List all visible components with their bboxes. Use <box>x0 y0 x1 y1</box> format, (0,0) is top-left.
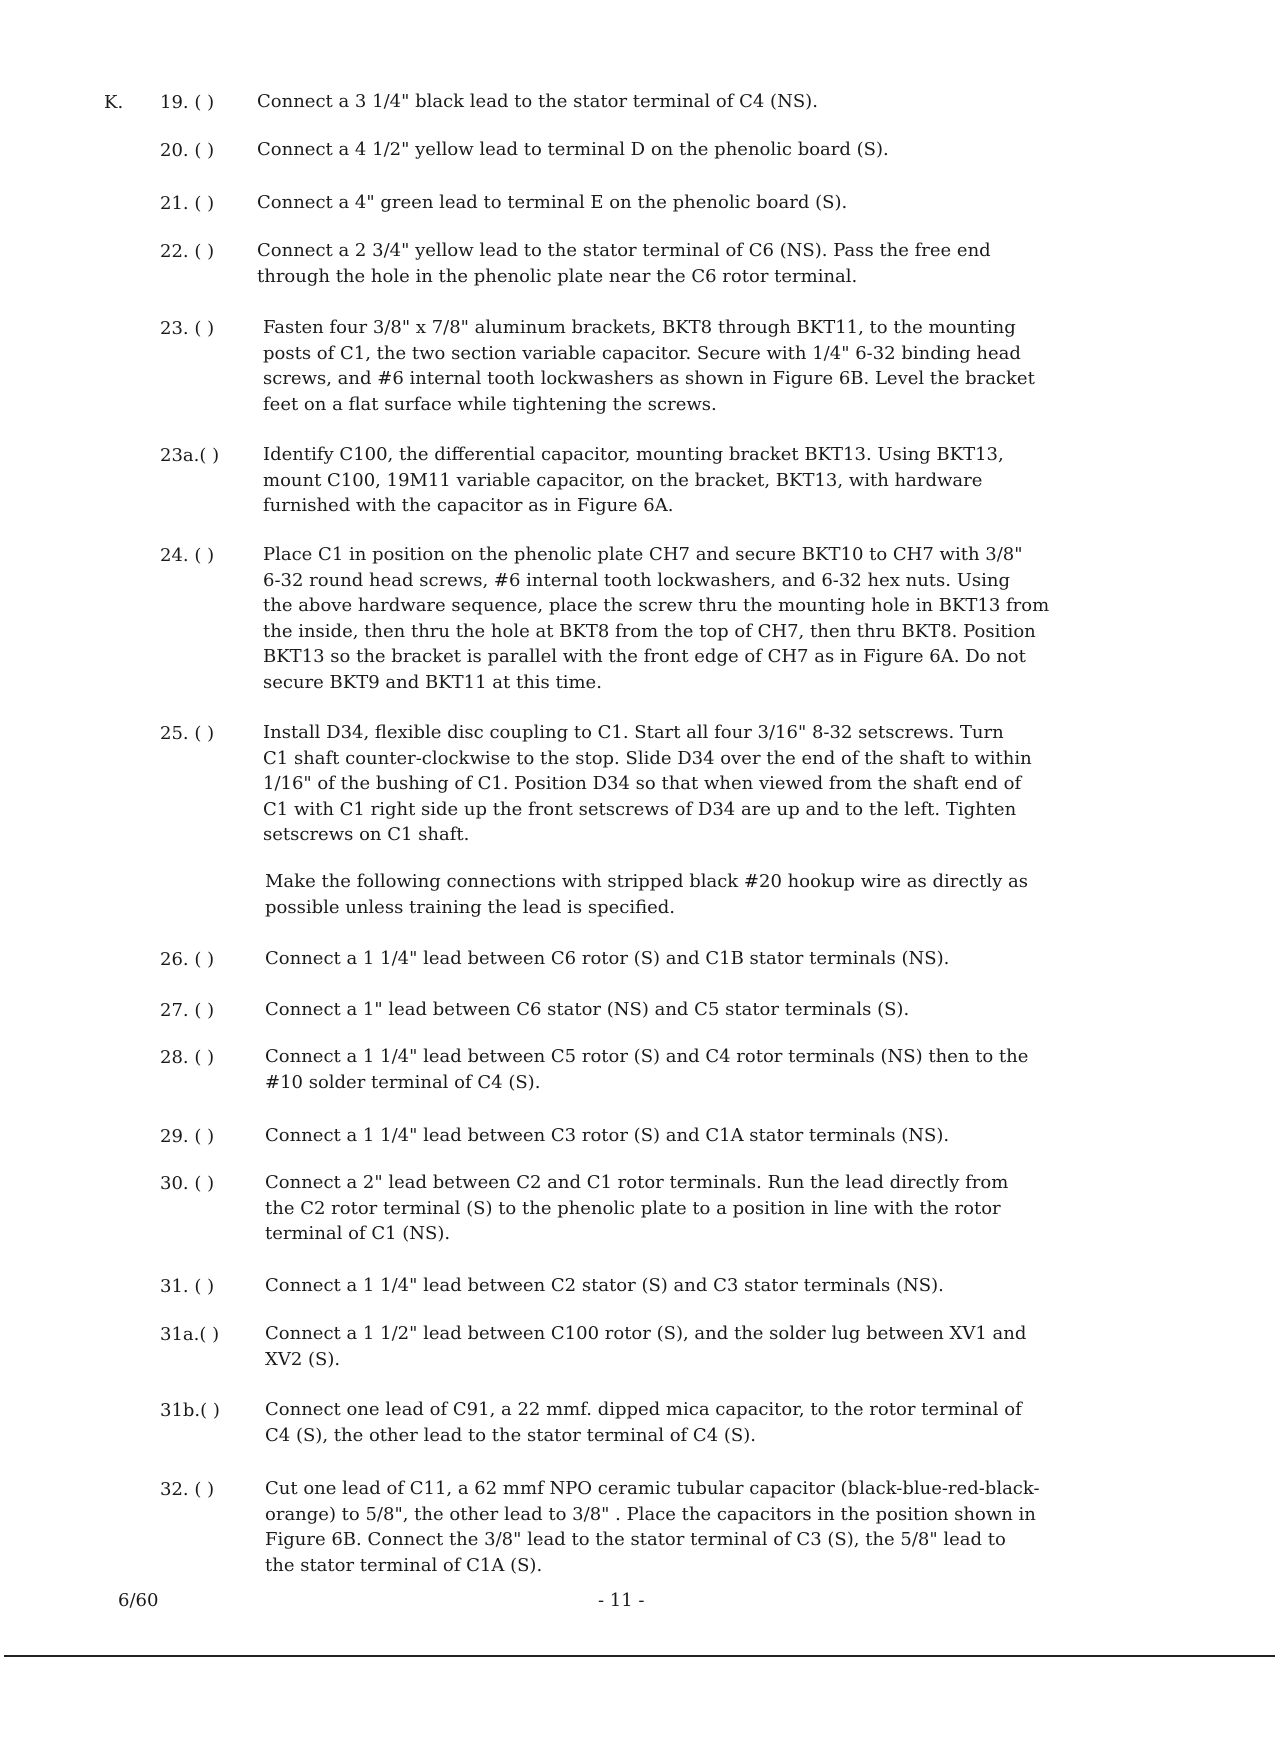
step-text <box>265 869 1028 920</box>
step-checkbox-number: 31b.( ) <box>160 1400 220 1421</box>
step-text <box>263 315 1035 417</box>
step-checkbox-number: 30. ( ) <box>160 1173 215 1194</box>
step-text-line: C1 shaft counter-clockwise to the stop. Slide D34 over the end of the shaft to within <box>263 747 1032 769</box>
step-text-line: Identify C100, the differential capacitor, mounting bracket BKT13. Using BKT13, <box>263 444 1004 465</box>
step-text-line: orange) to 5/8", the other lead to 3/8" . Place the capacitors in the position shown in <box>265 1503 1036 1525</box>
step-text-line: feet on a flat surface while tightening the screws. <box>263 393 717 415</box>
section-letter: K. <box>104 92 124 113</box>
step-checkbox-number: 28. ( ) <box>160 1047 215 1068</box>
step-checkbox-number: 24. ( ) <box>160 545 215 566</box>
step-text-line: Connect a 1 1/4" lead between C3 rotor (S) and C1A stator terminals (NS). <box>265 1125 950 1146</box>
step-text-line: Connect a 1 1/4" lead between C6 rotor (S) and C1B stator terminals (NS). <box>265 948 950 969</box>
step-text-line: secure BKT9 and BKT11 at this time. <box>263 671 602 693</box>
step-text-line: XV2 (S). <box>265 1348 341 1370</box>
step-text-line: Connect a 4" green lead to terminal E on the phenolic board (S). <box>257 192 848 213</box>
step-text <box>265 946 949 972</box>
step-text-line: Connect a 2" lead between C2 and C1 rotor terminals. Run the lead directly from <box>265 1172 1009 1193</box>
step-text <box>263 542 1049 695</box>
step-text-line: Place C1 in position on the phenolic plate CH7 and secure BKT10 to CH7 with 3/8" <box>263 544 1023 565</box>
step-text-line: 1/16" of the bushing of C1. Position D34 so that when viewed from the shaft end of <box>263 773 1022 794</box>
step-text-line: the stator terminal of C1A (S). <box>265 1554 543 1576</box>
step-text-line: Connect a 4 1/2" yellow lead to terminal D on the phenolic board (S). <box>257 139 889 160</box>
step-text-line: possible unless training the lead is specified. <box>265 896 676 918</box>
step-text-line: the above hardware sequence, place the screw thru the mounting hole in BKT13 from <box>263 595 1050 616</box>
step-text <box>265 1321 1026 1372</box>
step-text <box>263 720 1032 848</box>
step-text-line: Cut one lead of C11, a 62 mmf NPO ceramic tubular capacitor (black-blue-red-black- <box>265 1478 1040 1499</box>
step-text-line: Connect one lead of C91, a 22 mmf. dipped mica capacitor, to the rotor terminal of <box>265 1399 1022 1420</box>
step-text-line: #10 solder terminal of C4 (S). <box>265 1071 541 1093</box>
step-text <box>265 1044 1028 1095</box>
page-number: - 11 - <box>598 1590 645 1611</box>
step-text-line: Connect a 1" lead between C6 stator (NS) and C5 stator terminals (S). <box>265 999 910 1020</box>
bottom-rule <box>4 1655 1275 1657</box>
step-checkbox-number: 23a.( ) <box>160 445 220 466</box>
step-checkbox-number: 31a.( ) <box>160 1324 220 1345</box>
step-text <box>265 997 909 1023</box>
step-text-line: Connect a 1 1/4" lead between C2 stator (S) and C3 stator terminals (NS). <box>265 1275 944 1296</box>
step-checkbox-number: 29. ( ) <box>160 1126 215 1147</box>
step-text <box>265 1170 1008 1247</box>
step-text <box>257 190 847 216</box>
step-text <box>257 89 818 115</box>
step-text-line: posts of C1, the two section variable capacitor. Secure with 1/4" 6-32 binding head <box>263 342 1021 364</box>
step-text-line: 6-32 round head screws, #6 internal tooth lockwashers, and 6-32 hex nuts. Using <box>263 569 1010 591</box>
step-text-line: Make the following connections with stripped black #20 hookup wire as directly as <box>265 871 1028 892</box>
step-checkbox-number: 27. ( ) <box>160 1000 215 1021</box>
step-text-line: Connect a 1 1/2" lead between C100 rotor (S), and the solder lug between XV1 and <box>265 1323 1027 1344</box>
step-checkbox-number: 32. ( ) <box>160 1479 215 1500</box>
step-text-line: BKT13 so the bracket is parallel with the front edge of CH7 as in Figure 6A. Do not <box>263 646 1026 667</box>
step-text <box>265 1273 944 1299</box>
footer-date: 6/60 <box>118 1590 159 1611</box>
step-text-line: the C2 rotor terminal (S) to the phenolic plate to a position in line with the rotor <box>265 1197 1001 1219</box>
step-checkbox-number: 31. ( ) <box>160 1276 215 1297</box>
step-text-line: Connect a 1 1/4" lead between C5 rotor (S) and C4 rotor terminals (NS) then to the <box>265 1046 1029 1067</box>
step-text-line: Install D34, flexible disc coupling to C1. Start all four 3/16" 8-32 setscrews. Turn <box>263 722 1004 743</box>
step-text-line: setscrews on C1 shaft. <box>263 824 470 845</box>
step-text-line: C4 (S), the other lead to the stator terminal of C4 (S). <box>265 1424 756 1446</box>
step-text-line: Connect a 2 3/4" yellow lead to the stator terminal of C6 (NS). Pass the free end <box>257 240 991 261</box>
step-checkbox-number: 23. ( ) <box>160 318 215 339</box>
step-checkbox-number: 26. ( ) <box>160 949 215 970</box>
step-text <box>263 442 1004 519</box>
step-text <box>265 1476 1040 1578</box>
step-checkbox-number: 22. ( ) <box>160 241 215 262</box>
step-text-line: Fasten four 3/8" x 7/8" aluminum brackets, BKT8 through BKT11, to the mounting <box>263 317 1016 338</box>
step-text <box>265 1123 949 1149</box>
step-text <box>257 238 991 289</box>
step-checkbox-number: 25. ( ) <box>160 723 215 744</box>
step-checkbox-number: 21. ( ) <box>160 193 215 214</box>
step-checkbox-number: 20. ( ) <box>160 140 215 161</box>
step-text-line: Figure 6B. Connect the 3/8" lead to the stator terminal of C3 (S), the 5/8" lead to <box>265 1529 1006 1550</box>
step-text-line: C1 with C1 right side up the front setscrews of D34 are up and to the left. Tighten <box>263 798 1017 820</box>
step-text <box>257 137 889 163</box>
step-text-line: screws, and #6 internal tooth lockwashers as shown in Figure 6B. Level the bracket <box>263 368 1035 389</box>
step-text-line: the inside, then thru the hole at BKT8 from the top of CH7, then thru BKT8. Position <box>263 620 1036 642</box>
step-checkbox-number: 19. ( ) <box>160 92 215 113</box>
step-text-line: through the hole in the phenolic plate near the C6 rotor terminal. <box>257 265 858 287</box>
step-text <box>265 1397 1022 1448</box>
step-text-line: terminal of C1 (NS). <box>265 1223 451 1244</box>
step-text-line: mount C100, 19M11 variable capacitor, on the bracket, BKT13, with hardware <box>263 469 983 491</box>
step-text-line: furnished with the capacitor as in Figure 6A. <box>263 495 674 516</box>
step-text-line: Connect a 3 1/4" black lead to the stator terminal of C4 (NS). <box>257 91 818 112</box>
